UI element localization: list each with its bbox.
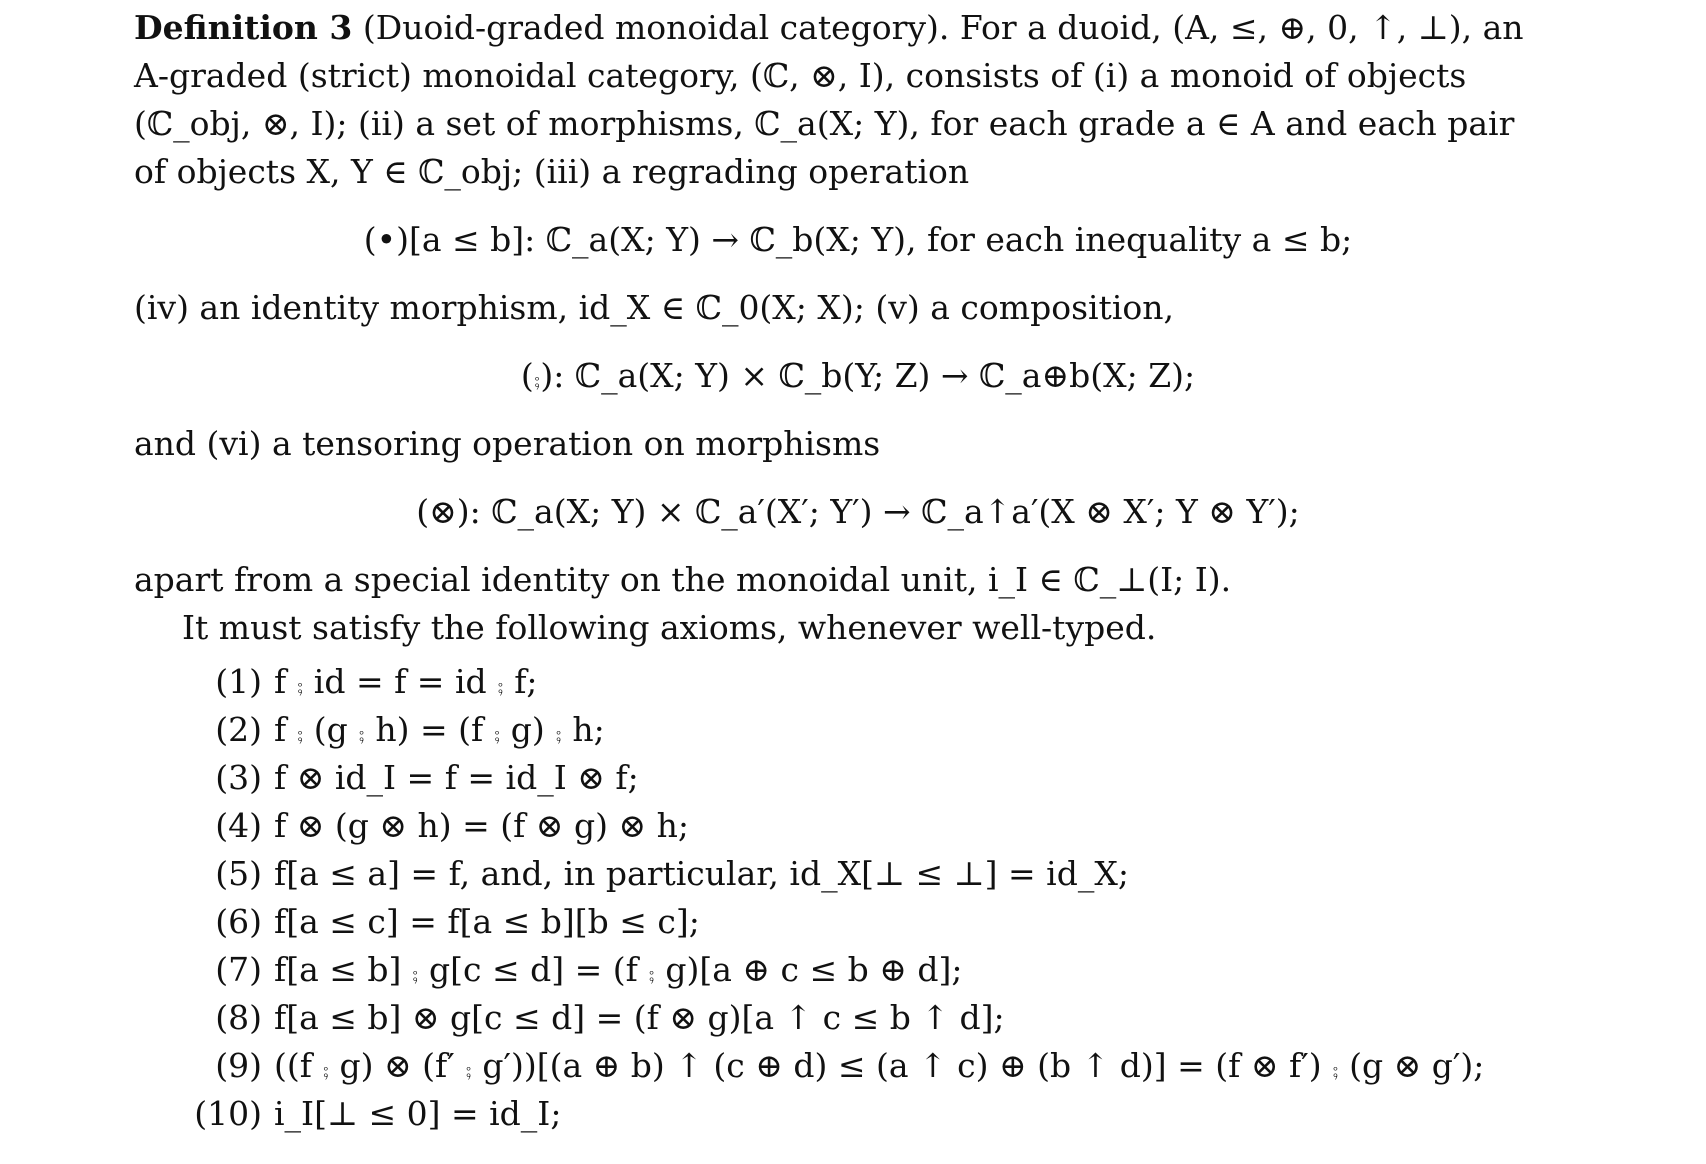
axioms-intro: It must satisfy the following axioms, whenever well-typed. bbox=[182, 608, 1157, 647]
intro-text-1: For a duoid, (A, ≤, ⊕, 0, ↑, ⊥), an bbox=[959, 8, 1524, 47]
axiom-text: f[a ≤ c] = f[a ≤ b][b ≤ c]; bbox=[274, 902, 700, 941]
special-identity-text: apart from a special identity on the monoidal unit, i_I ∈ ℂ_⊥(I; I). bbox=[134, 560, 1232, 599]
axiom-item bbox=[134, 754, 1582, 802]
axiom-number: (9) bbox=[215, 1046, 262, 1085]
identity-text: (iv) an identity morphism, id_X ∈ ℂ_0(X; X); (v) a composition, bbox=[134, 288, 1174, 327]
tensor-line bbox=[134, 420, 1582, 468]
axiom-text: f ⊗ id_I = f = id_I ⊗ f; bbox=[274, 758, 639, 797]
definition-intro bbox=[134, 4, 1582, 196]
axiom-number: (6) bbox=[215, 902, 262, 941]
tensor-equation: (⊗): ℂ_a(X; Y) × ℂ_a′(X′; Y′) → ℂ_a↑a′(X ⊗ X′; Y ⊗ Y′); bbox=[416, 492, 1300, 531]
axiom-item bbox=[134, 658, 1582, 706]
axiom-text: f ⨾ (g ⨾ h) = (f ⨾ g) ⨾ h; bbox=[274, 710, 605, 749]
axiom-text: ((f ⨾ g) ⊗ (f′ ⨾ g′))[(a ⊕ b) ↑ (c ⊕ d) ≤ (a ↑ c) ⊕ (b ↑ d)] = (f ⊗ f′) ⨾ (g ⊗ g′); bbox=[274, 1046, 1485, 1085]
axiom-item bbox=[134, 850, 1582, 898]
axiom-item bbox=[134, 706, 1582, 754]
axiom-item bbox=[134, 898, 1582, 946]
axiom-text: f ⊗ (g ⊗ h) = (f ⊗ g) ⊗ h; bbox=[274, 806, 689, 845]
axiom-number: (1) bbox=[215, 662, 262, 701]
axiom-number: (5) bbox=[215, 854, 262, 893]
axiom-item bbox=[134, 946, 1582, 994]
axiom-item bbox=[134, 802, 1582, 850]
special-identity-line bbox=[134, 556, 1582, 604]
identity-line bbox=[134, 284, 1582, 332]
definition-block bbox=[134, 4, 1582, 1138]
tensor-text: and (vi) a tensoring operation on morphisms bbox=[134, 424, 881, 463]
axiom-text: f[a ≤ a] = f, and, in particular, id_X[⊥ ≤ ⊥] = id_X; bbox=[274, 854, 1129, 893]
intro-line-3: (ℂ_obj, ⊗, I); (ii) a set of morphisms, ℂ_a(X; Y), for each grade a ∈ A and each pair bbox=[134, 104, 1515, 143]
axiom-number: (2) bbox=[215, 710, 262, 749]
regrading-equation: (•)[a ≤ b]: ℂ_a(X; Y) → ℂ_b(X; Y), for each inequality a ≤ b; bbox=[363, 220, 1353, 259]
intro-line-2: A-graded (strict) monoidal category, (ℂ, ⊗, I), consists of (i) a monoid of objects bbox=[134, 56, 1467, 95]
axiom-item bbox=[134, 994, 1582, 1042]
definition-label: Definition 3 bbox=[134, 8, 353, 47]
axiom-text: f ⨾ id = f = id ⨾ f; bbox=[274, 662, 538, 701]
axiom-text: f[a ≤ b] ⊗ g[c ≤ d] = (f ⊗ g)[a ↑ c ≤ b ↑ d]; bbox=[274, 998, 1005, 1037]
composition-equation: (⨾): ℂ_a(X; Y) × ℂ_b(Y; Z) → ℂ_a⊕b(X; Z); bbox=[520, 356, 1196, 395]
axiom-text: i_I[⊥ ≤ 0] = id_I; bbox=[274, 1094, 562, 1133]
axiom-number: (3) bbox=[215, 758, 262, 797]
axiom-number: (7) bbox=[215, 950, 262, 989]
intro-line-4: of objects X, Y ∈ ℂ_obj; (iii) a regrading operation bbox=[134, 152, 970, 191]
axiom-number: (4) bbox=[215, 806, 262, 845]
axiom-item bbox=[134, 1042, 1582, 1090]
axiom-item bbox=[134, 1090, 1582, 1138]
axiom-text: f[a ≤ b] ⨾ g[c ≤ d] = (f ⨾ g)[a ⊕ c ≤ b ⊕ d]; bbox=[274, 950, 963, 989]
axioms-list bbox=[134, 658, 1582, 1138]
definition-title: (Duoid-graded monoidal category). bbox=[362, 8, 950, 47]
axiom-number: (8) bbox=[215, 998, 262, 1037]
axiom-number: (10) bbox=[194, 1094, 262, 1133]
intro-line-1 bbox=[134, 4, 1582, 52]
